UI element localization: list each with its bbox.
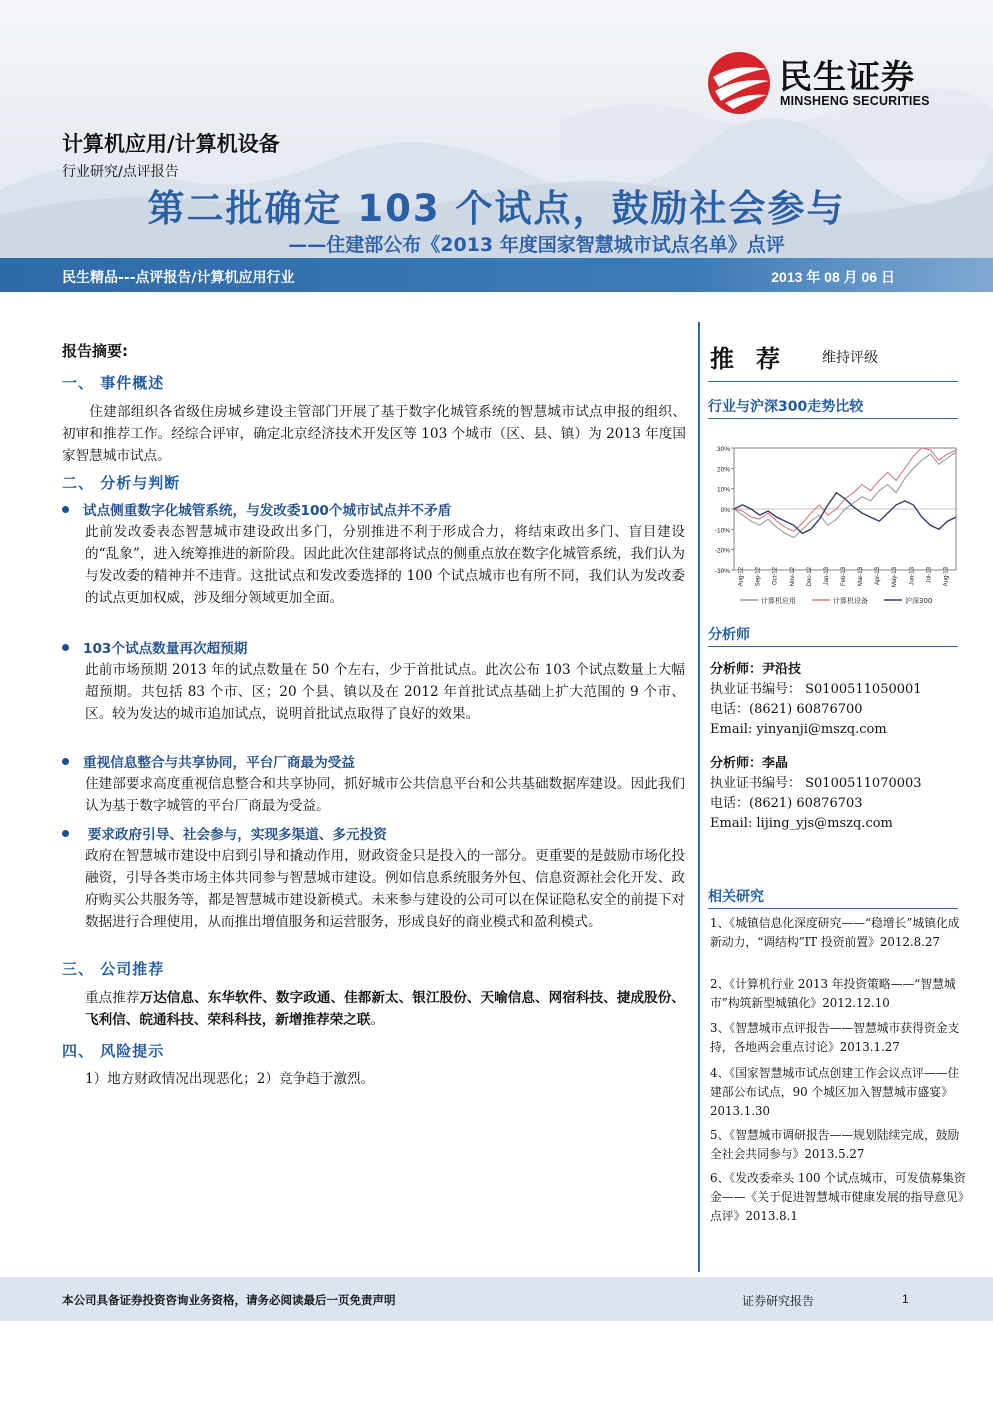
related-item[interactable]: 5、《智慧城市调研报告——规划陆续完成，鼓励全社会共同参与》2013.5.27	[710, 1128, 960, 1161]
analyst-2-name-label: 分析师：	[710, 756, 763, 771]
related-item[interactable]: 2、《计算机行业 2013 年投资策略——“智慧城市”构筑新型城镇化》2012.12.10	[710, 977, 956, 1010]
analyst-2-cert: 执业证书编号： S0100511070003	[710, 776, 922, 791]
column-divider	[698, 322, 700, 1272]
section-4-title: 四、 风险提示	[62, 1042, 165, 1060]
report-type: 行业研究/点评报告	[62, 164, 179, 180]
disclaimer-note: 本公司具备证券投资咨询业务资格，请务必阅读最后一页免责声明	[62, 1293, 396, 1307]
related-item[interactable]: 4、《国家智慧城市试点创建工作会议点评——住建部公布试点，90 个城区加入智慧城市盛宴》2013.1.30	[710, 1066, 960, 1118]
x-tick-label: Oct-12	[772, 567, 779, 586]
report-date: 2013 年 08 月 06 日	[771, 269, 895, 285]
rating-label: 推荐	[710, 345, 802, 373]
bullet-2-title: 103个试点数量再次超预期	[83, 641, 248, 657]
recommend-suffix: 。	[370, 1012, 385, 1028]
x-tick-label: Sep-12	[755, 567, 762, 587]
analyst-section-title: 分析师	[708, 627, 750, 643]
bullet-3-text: 住建部要求高度重视信息整合和共享协同，抓好城市公共信息平台和公共基础数据库建设。因此我们认为基于数字城管的平台厂商最为受益。	[85, 776, 685, 814]
bullet-dot-icon	[62, 758, 69, 765]
chart-section-title: 行业与沪深300走势比较	[708, 399, 864, 415]
abstract-heading: 报告摘要:	[62, 342, 128, 360]
sector-title: 计算机应用/计算机设备	[62, 132, 280, 156]
footer-report-type: 证券研究报告	[742, 1294, 815, 1308]
x-tick-label: Jun-13	[909, 567, 916, 586]
analyst-1-email[interactable]: Email: yinyanji@mszq.com	[710, 722, 887, 737]
analyst-section-divider	[708, 646, 958, 647]
page-footer	[0, 1277, 993, 1321]
x-tick-label: Jan-13	[823, 567, 830, 586]
trend-chart	[708, 440, 960, 615]
bullet-4-title: 要求政府引导、社会参与，实现多渠道、多元投资	[83, 827, 387, 843]
report-title: 第二批确定 103 个试点，鼓励社会参与	[147, 187, 846, 230]
bullet-1-title: 试点侧重数字化城管系统，与发改委100个城市试点并不矛盾	[83, 503, 452, 519]
analyst-2-name: 李晶	[762, 756, 789, 771]
legend-label: 计算机设备	[833, 597, 868, 605]
section-2-title: 二、 分析与判断	[62, 474, 181, 492]
analyst-1-name-row	[710, 660, 922, 680]
x-tick-label: May-13	[892, 567, 899, 588]
bullet-3-title: 重视信息整合与共享协同，平台厂商最为受益	[83, 755, 355, 771]
series-line-3	[734, 493, 956, 534]
analyst-2-email[interactable]: Email: lijing_yjs@mszq.com	[710, 816, 893, 831]
related-section-divider	[708, 908, 958, 909]
bullet-2-text: 此前市场预期 2013 年的试点数量在 50 个左右，少于首批试点。此次公布 103 个试点数量上大幅超预期。共包括 83 个市、区；20 个县、镇以及在 2012 年首批试点基础上扩大范围的 9 个市、区。较为发达的城市追加试点，说明首批试点取得了良好的效果。	[85, 662, 685, 722]
y-tick-label: 0%	[720, 507, 730, 514]
legend-label: 计算机应用	[761, 597, 796, 605]
rating-box	[708, 335, 958, 375]
bullet-dot-icon	[62, 644, 69, 651]
x-tick-label: Mar-13	[858, 567, 865, 587]
rating-value: 维持评级	[822, 350, 878, 366]
y-tick-label: -10%	[714, 527, 730, 535]
section-1-text: 住建部组织各省级住房城乡建设主管部门开展了基于数字化城管系统的智慧城市试点申报的组织、初审和推荐工作。经综合评审，确定北京经济技术开发区等 103 个城市（区、县、镇）为 2013 年度国家智慧城市试点。	[62, 404, 686, 464]
chart-section-divider	[708, 418, 958, 419]
minsheng-logo	[705, 47, 935, 117]
logo-chinese-name: 民生证券	[779, 57, 915, 96]
series-line-1	[734, 452, 956, 537]
logo-english-name: MINSHENG SECURITIES	[780, 94, 930, 108]
x-tick-label: Dec-12	[806, 567, 813, 587]
analyst-2-phone: 电话：(8621) 60876703	[710, 796, 863, 811]
related-item[interactable]: 6、《发改委牵头 100 个试点城市，可发债募集资金——《关于促进智慧城市健康发展的指导意见》点评》2013.8.1	[710, 1171, 966, 1223]
y-tick-label: -20%	[714, 547, 730, 555]
page-number: 1	[902, 1292, 909, 1306]
related-section-title: 相关研究	[708, 889, 764, 905]
recommended-companies: 万达信息、东华软件、数字政通、佳都新太、银江股份、天喻信息、网宿科技、捷成股份、飞利信、皖通科技、荣科科技，新增推荐荣之联	[85, 990, 686, 1028]
section-3-text	[85, 987, 685, 1031]
bullet-4-text: 政府在智慧城市建设中启到引导和撬动作用，财政资金只是投入的一部分。更重要的是鼓励市场化投融资，引导各类市场主体共同参与智慧城市建设。例如信息系统服务外包、信息资源社会化开发、政府购买公共服务等，都是智慧城市建设新模式。未来参与建设的公司可以在保证隐私安全的前提下对数据进行合理使用，从而推出增值服务和运营服务，形成良好的商业模式和盈利模式。	[85, 848, 685, 930]
x-tick-label: Jul-13	[926, 567, 933, 584]
section-3-title: 三、 公司推荐	[62, 960, 165, 978]
rating-divider	[708, 381, 958, 382]
x-tick-label: Aug-13	[943, 567, 950, 587]
analyst-2	[710, 754, 922, 834]
analyst-1-cert: 执业证书编号： S0100511050001	[710, 682, 922, 697]
bullet-1	[62, 499, 451, 519]
y-tick-label: 10%	[716, 486, 730, 494]
y-tick-label: 30%	[716, 446, 730, 453]
x-tick-label: Nov-12	[789, 567, 796, 587]
x-tick-label: Feb-13	[841, 567, 847, 587]
bullet-dot-icon	[62, 830, 69, 837]
title-bar	[0, 258, 993, 292]
section-1-title: 一、 事件概述	[62, 374, 165, 392]
analyst-2-name-row	[710, 754, 922, 774]
bullet-dot-icon	[62, 506, 69, 513]
minsheng-logo-icon	[705, 47, 775, 117]
bullet-3	[62, 751, 355, 771]
y-tick-label: -30%	[714, 568, 730, 575]
analyst-1-name-label: 分析师：	[710, 662, 763, 677]
recommend-prefix: 重点推荐	[85, 990, 140, 1006]
x-tick-label: Apr-13	[875, 567, 882, 586]
bullet-2	[62, 637, 247, 657]
bullet-4	[62, 823, 387, 843]
analyst-1-name: 尹沿技	[762, 662, 802, 677]
related-item[interactable]: 1、《城镇信息化深度研究——“稳增长”城镇化成新动力，“调结构”IT 投资前置》2012.8.27	[710, 916, 960, 949]
report-subtitle: ——住建部公布《2013 年度国家智慧城市试点名单》点评	[288, 234, 785, 256]
bullet-1-text: 此前发改委表态智慧城市建设政出多门，分别推进不利于形成合力，将结束政出多门、盲目建设的“乱象”，进入统筹推进的新阶段。因此此次住建部将试点的侧重点放在数字化城管系统，我们认为与发改委的精神并不违背。这批试点和发改委选择的 100 个试点城市也有所不同，我们认为发改委的试点更加权威，涉及细分领域更加全面。	[85, 524, 685, 606]
analyst-1	[710, 660, 922, 740]
y-tick-label: 20%	[716, 466, 730, 474]
related-item[interactable]: 3、《智慧城市点评报告——智慧城市获得资金支持，各地两会重点讨论》2013.1.27	[710, 1021, 960, 1054]
trend-chart-svg	[708, 440, 960, 615]
analyst-1-phone: 电话：(8621) 60876700	[710, 702, 863, 717]
x-tick-label: Aug-12	[738, 567, 745, 587]
series-label: 民生精品---点评报告/计算机应用行业	[62, 270, 295, 286]
legend-label: 沪深300	[905, 597, 933, 605]
section-4-text: 1）地方财政情况出现恶化；2）竞争趋于激烈。	[85, 1071, 375, 1087]
